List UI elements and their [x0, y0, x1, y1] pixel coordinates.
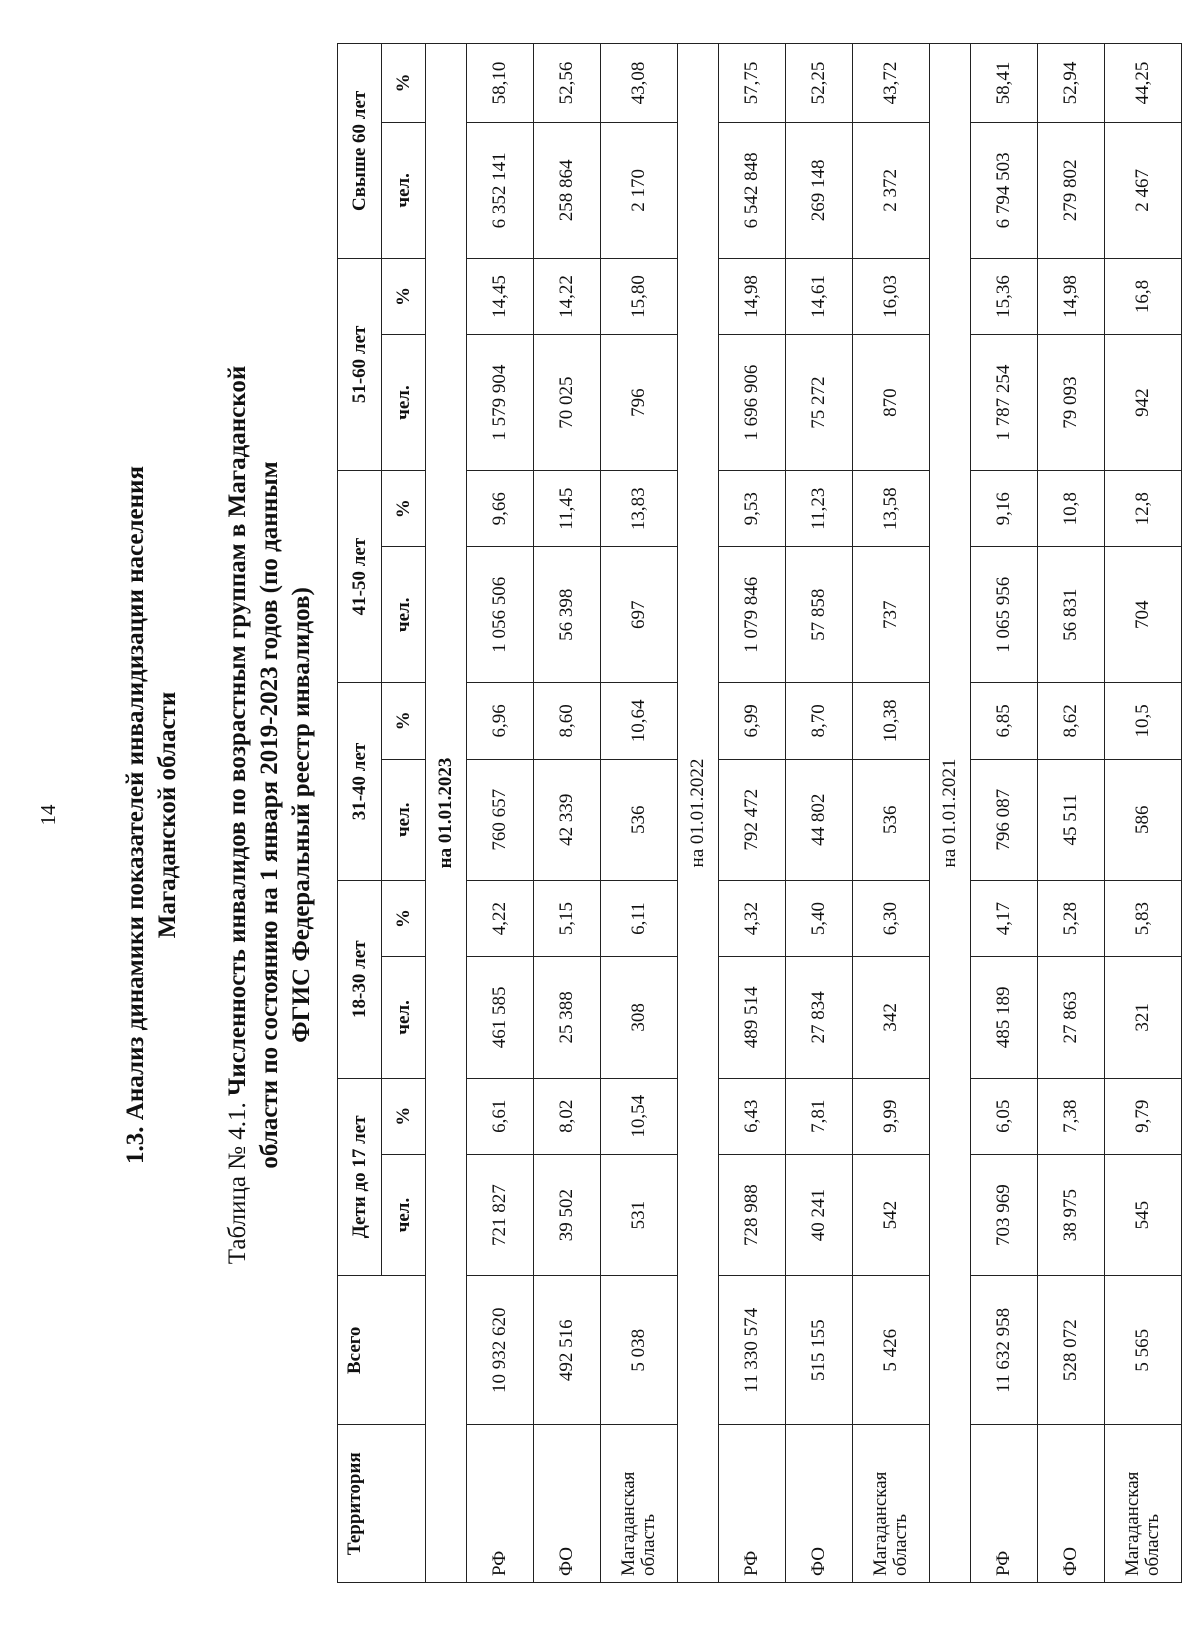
unit-people: чел. — [382, 335, 426, 471]
people-cell: 1 065 956 — [971, 547, 1038, 683]
people-cell: 721 827 — [467, 1154, 534, 1275]
people-cell: 1 079 846 — [719, 547, 786, 683]
people-cell: 269 148 — [786, 122, 853, 258]
header-group-over-60: Свыше 60 лет — [338, 44, 382, 259]
percent-cell: 8,60 — [534, 683, 601, 759]
percent-cell: 16,03 — [853, 258, 930, 334]
table-row — [534, 44, 601, 1583]
table-row — [853, 44, 930, 1583]
percent-cell: 14,45 — [467, 258, 534, 334]
header-group-31-40: 31-40 лет — [338, 683, 382, 881]
total-cell: 5 565 — [1105, 1276, 1182, 1425]
people-cell: 308 — [601, 957, 678, 1078]
people-cell: 545 — [1105, 1154, 1182, 1275]
people-cell: 258 864 — [534, 122, 601, 258]
people-cell: 2 467 — [1105, 122, 1182, 258]
caption-line3: ФГИС Федеральный реестр инвалидов) — [288, 587, 315, 1043]
unit-percent: % — [382, 1078, 426, 1154]
table-body — [426, 44, 1182, 1583]
people-cell: 45 511 — [1038, 759, 1105, 880]
people-cell: 542 — [853, 1154, 930, 1275]
total-cell: 10 932 620 — [467, 1276, 534, 1425]
people-cell: 27 834 — [786, 957, 853, 1078]
percent-cell: 14,98 — [719, 258, 786, 334]
percent-cell: 5,83 — [1105, 880, 1182, 956]
people-cell: 56 398 — [534, 547, 601, 683]
percent-cell: 16,8 — [1105, 258, 1182, 334]
section-row — [930, 44, 971, 1583]
territory-cell: Магаданская область — [853, 1425, 930, 1583]
territory-cell: Магаданская область — [1105, 1425, 1182, 1583]
table-header — [338, 44, 426, 1583]
unit-people: чел. — [382, 759, 426, 880]
percent-cell: 6,43 — [719, 1078, 786, 1154]
percent-cell: 4,22 — [467, 880, 534, 956]
percent-cell: 4,17 — [971, 880, 1038, 956]
people-cell: 75 272 — [786, 335, 853, 471]
section-heading — [120, 0, 184, 1630]
header-group-51-60: 51-60 лет — [338, 258, 382, 470]
people-cell: 737 — [853, 547, 930, 683]
percent-cell: 52,25 — [786, 44, 853, 123]
percent-cell: 9,53 — [719, 470, 786, 546]
people-cell: 57 858 — [786, 547, 853, 683]
unit-percent: % — [382, 44, 426, 123]
total-cell: 5 426 — [853, 1276, 930, 1425]
percent-cell: 10,54 — [601, 1078, 678, 1154]
people-cell: 728 988 — [719, 1154, 786, 1275]
people-cell: 1 056 506 — [467, 547, 534, 683]
unit-percent: % — [382, 258, 426, 334]
people-cell: 870 — [853, 335, 930, 471]
percent-cell: 52,94 — [1038, 44, 1105, 123]
people-cell: 321 — [1105, 957, 1182, 1078]
total-cell: 11 330 574 — [719, 1276, 786, 1425]
people-cell: 56 831 — [1038, 547, 1105, 683]
percent-cell: 8,62 — [1038, 683, 1105, 759]
people-cell: 796 087 — [971, 759, 1038, 880]
territory-cell: ФО — [786, 1425, 853, 1583]
people-cell: 79 093 — [1038, 335, 1105, 471]
section-number: 1.3. — [122, 1126, 149, 1164]
percent-cell: 14,98 — [1038, 258, 1105, 334]
percent-cell: 9,16 — [971, 470, 1038, 546]
section-row — [426, 44, 467, 1583]
people-cell: 39 502 — [534, 1154, 601, 1275]
total-cell: 5 038 — [601, 1276, 678, 1425]
percent-cell: 15,80 — [601, 258, 678, 334]
percent-cell: 7,81 — [786, 1078, 853, 1154]
percent-cell: 10,5 — [1105, 683, 1182, 759]
people-cell: 697 — [601, 547, 678, 683]
percent-cell: 10,38 — [853, 683, 930, 759]
people-cell: 38 975 — [1038, 1154, 1105, 1275]
people-cell: 40 241 — [786, 1154, 853, 1275]
people-cell: 6 542 848 — [719, 122, 786, 258]
total-cell: 515 155 — [786, 1276, 853, 1425]
people-cell: 1 787 254 — [971, 335, 1038, 471]
percent-cell: 44,25 — [1105, 44, 1182, 123]
territory-cell: РФ — [467, 1425, 534, 1583]
percent-cell: 14,61 — [786, 258, 853, 334]
unit-people: чел. — [382, 957, 426, 1078]
section-date-label: на 01.01.2023 — [426, 44, 467, 1583]
percent-cell: 6,85 — [971, 683, 1038, 759]
percent-cell: 14,22 — [534, 258, 601, 334]
table-row — [1105, 44, 1182, 1583]
territory-cell: ФО — [534, 1425, 601, 1583]
people-cell: 27 863 — [1038, 957, 1105, 1078]
people-cell: 70 025 — [534, 335, 601, 471]
people-cell: 279 802 — [1038, 122, 1105, 258]
people-cell: 6 352 141 — [467, 122, 534, 258]
people-cell: 792 472 — [719, 759, 786, 880]
percent-cell: 6,96 — [467, 683, 534, 759]
people-cell: 25 388 — [534, 957, 601, 1078]
percent-cell: 9,66 — [467, 470, 534, 546]
caption-line2: области по состоянию на 1 января 2019-2023 годов (по данным — [256, 461, 283, 1169]
territory-cell: Магаданская область — [601, 1425, 678, 1583]
section-title-line1: Анализ динамики показателей инвалидизации населения — [122, 466, 149, 1121]
header-group-children: Дети до 17 лет — [338, 1078, 382, 1276]
percent-cell: 8,02 — [534, 1078, 601, 1154]
table-row — [467, 44, 534, 1583]
header-row-groups — [338, 44, 382, 1583]
section-date-label: на 01.01.2022 — [678, 44, 719, 1583]
people-cell: 1 579 904 — [467, 335, 534, 471]
percent-cell: 10,64 — [601, 683, 678, 759]
section-title-line2: Магаданской области — [154, 691, 181, 939]
percent-cell: 58,41 — [971, 44, 1038, 123]
percent-cell: 4,32 — [719, 880, 786, 956]
percent-cell: 11,23 — [786, 470, 853, 546]
people-cell: 536 — [853, 759, 930, 880]
total-cell: 492 516 — [534, 1276, 601, 1425]
caption-line1: Численность инвалидов по возрастным группам в Магаданской — [224, 365, 251, 1096]
header-group-41-50: 41-50 лет — [338, 470, 382, 682]
percent-cell: 8,70 — [786, 683, 853, 759]
header-group-18-30: 18-30 лет — [338, 880, 382, 1078]
percent-cell: 57,75 — [719, 44, 786, 123]
header-territory: Территория — [338, 1425, 426, 1583]
percent-cell: 6,30 — [853, 880, 930, 956]
table-row — [601, 44, 678, 1583]
people-cell: 489 514 — [719, 957, 786, 1078]
total-cell: 528 072 — [1038, 1276, 1105, 1425]
unit-people: чел. — [382, 547, 426, 683]
people-cell: 704 — [1105, 547, 1182, 683]
disability-age-table — [337, 43, 1182, 1583]
people-cell: 760 657 — [467, 759, 534, 880]
percent-cell: 6,99 — [719, 683, 786, 759]
percent-cell: 12,8 — [1105, 470, 1182, 546]
people-cell: 42 339 — [534, 759, 601, 880]
percent-cell: 43,08 — [601, 44, 678, 123]
table-caption — [222, 220, 318, 1410]
percent-cell: 5,40 — [786, 880, 853, 956]
people-cell: 703 969 — [971, 1154, 1038, 1275]
section-date-label: на 01.01.2021 — [930, 44, 971, 1583]
table-number: Таблица № 4.1. — [224, 1102, 251, 1265]
header-total: Всего — [338, 1276, 426, 1425]
people-cell: 2 372 — [853, 122, 930, 258]
section-heading-line1 — [120, 0, 152, 1630]
unit-people: чел. — [382, 1154, 426, 1275]
people-cell: 796 — [601, 335, 678, 471]
percent-cell: 9,79 — [1105, 1078, 1182, 1154]
unit-percent: % — [382, 683, 426, 759]
percent-cell: 13,58 — [853, 470, 930, 546]
total-cell: 11 632 958 — [971, 1276, 1038, 1425]
percent-cell: 6,11 — [601, 880, 678, 956]
percent-cell: 5,28 — [1038, 880, 1105, 956]
territory-cell: ФО — [1038, 1425, 1105, 1583]
percent-cell: 6,05 — [971, 1078, 1038, 1154]
people-cell: 6 794 503 — [971, 122, 1038, 258]
section-row — [678, 44, 719, 1583]
people-cell: 942 — [1105, 335, 1182, 471]
people-cell: 44 802 — [786, 759, 853, 880]
people-cell: 485 189 — [971, 957, 1038, 1078]
page-number: 14 — [36, 804, 60, 826]
people-cell: 461 585 — [467, 957, 534, 1078]
percent-cell: 9,99 — [853, 1078, 930, 1154]
territory-cell: РФ — [971, 1425, 1038, 1583]
people-cell: 342 — [853, 957, 930, 1078]
people-cell: 1 696 906 — [719, 335, 786, 471]
people-cell: 536 — [601, 759, 678, 880]
territory-cell: РФ — [719, 1425, 786, 1583]
table-row — [786, 44, 853, 1583]
percent-cell: 13,83 — [601, 470, 678, 546]
table-row — [719, 44, 786, 1583]
percent-cell: 7,38 — [1038, 1078, 1105, 1154]
people-cell: 531 — [601, 1154, 678, 1275]
percent-cell: 58,10 — [467, 44, 534, 123]
percent-cell: 52,56 — [534, 44, 601, 123]
percent-cell: 10,8 — [1038, 470, 1105, 546]
percent-cell: 15,36 — [971, 258, 1038, 334]
unit-percent: % — [382, 880, 426, 956]
percent-cell: 6,61 — [467, 1078, 534, 1154]
unit-people: чел. — [382, 122, 426, 258]
percent-cell: 11,45 — [534, 470, 601, 546]
people-cell: 586 — [1105, 759, 1182, 880]
people-cell: 2 170 — [601, 122, 678, 258]
percent-cell: 5,15 — [534, 880, 601, 956]
unit-percent: % — [382, 470, 426, 546]
table-row — [971, 44, 1038, 1583]
table-row — [1038, 44, 1105, 1583]
percent-cell: 43,72 — [853, 44, 930, 123]
